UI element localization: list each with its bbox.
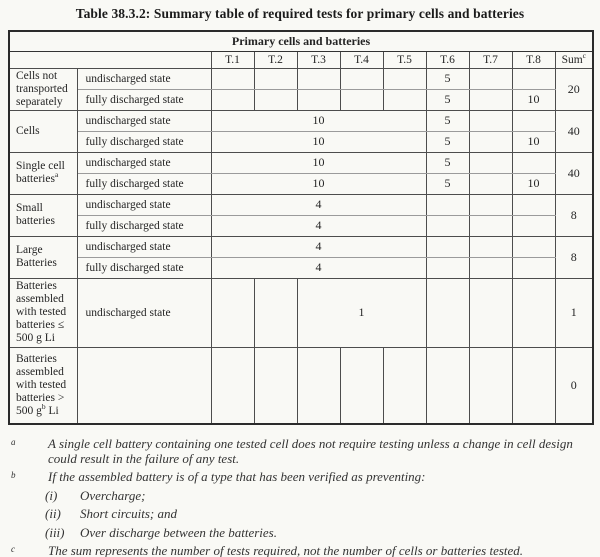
footnote-a-marker: a [11, 437, 16, 447]
value-cell: 5 [426, 89, 469, 110]
row-group-label-text: Batteries assembled with tested batteries > 500 g [16, 352, 67, 417]
state-cell: undischarged state [77, 278, 211, 347]
empty-cell [211, 347, 254, 424]
table-row [9, 173, 593, 194]
state-cell: undischarged state [77, 68, 211, 89]
value-cell: 10 [211, 131, 426, 152]
empty-cell [254, 89, 297, 110]
empty-cell [426, 194, 469, 215]
footnote-b-text: If the assembled battery is of a type that has been verified as preventing: [48, 469, 426, 484]
value-cell: 10 [211, 152, 426, 173]
empty-cell [512, 68, 555, 89]
value-cell: 5 [426, 173, 469, 194]
value-cell: 5 [426, 68, 469, 89]
column-header-t5: T.5 [383, 51, 426, 68]
state-cell: undischarged state [77, 110, 211, 131]
state-cell: fully discharged state [77, 89, 211, 110]
sum-cell: 8 [555, 236, 593, 278]
row-group-label-text: Li [45, 404, 59, 417]
table-row [9, 68, 593, 89]
value-cell: 4 [211, 215, 426, 236]
empty-cell [426, 347, 469, 424]
footnote-c-marker: c [11, 544, 15, 554]
footnote-b-item-i-text: Overcharge; [80, 487, 146, 503]
footnote-b-item-ii-num: (ii) [45, 506, 61, 521]
column-header-t7: T.7 [469, 51, 512, 68]
sum-cell: 40 [555, 110, 593, 152]
empty-cell [297, 89, 340, 110]
row-group-label-text: Single cell batteries [16, 160, 65, 185]
empty-cell [469, 215, 512, 236]
value-cell: 4 [211, 236, 426, 257]
empty-cell [469, 347, 512, 424]
state-cell: undischarged state [77, 236, 211, 257]
value-cell: 5 [426, 110, 469, 131]
table-row [9, 236, 593, 257]
table-row [9, 278, 593, 347]
empty-cell [383, 68, 426, 89]
empty-cell [512, 152, 555, 173]
value-cell: 1 [297, 278, 426, 347]
footnote-c [8, 544, 592, 557]
column-header-sum [555, 51, 593, 68]
empty-cell [469, 278, 512, 347]
column-header-t4: T.4 [340, 51, 383, 68]
footnote-b-item-ii [45, 507, 592, 522]
footnote-b-item-i-num: (i) [45, 487, 58, 503]
footnote-c-text: The sum represents the number of tests required, not the number of cells or batteries tested. [48, 544, 592, 557]
table-row [9, 215, 593, 236]
value-cell: 10 [512, 131, 555, 152]
empty-cell [254, 278, 297, 347]
sum-header-label: Sum [561, 53, 583, 66]
empty-cell [469, 257, 512, 278]
empty-cell [211, 68, 254, 89]
state-cell [77, 347, 211, 424]
empty-cell [340, 89, 383, 110]
table-row [9, 131, 593, 152]
empty-cell [512, 110, 555, 131]
empty-cell [426, 215, 469, 236]
empty-cell [297, 347, 340, 424]
state-cell: fully discharged state [77, 215, 211, 236]
footnote-b-item-iii-text: Over discharge between the batteries. [80, 524, 277, 540]
sum-header-sup: c [582, 51, 586, 60]
row-group-label: Cells [9, 110, 77, 152]
sum-cell: 8 [555, 194, 593, 236]
sum-cell: 40 [555, 152, 593, 194]
row-group-label [9, 347, 77, 424]
empty-cell [297, 68, 340, 89]
value-cell: 5 [426, 131, 469, 152]
value-cell: 5 [426, 152, 469, 173]
footnote-b-item-iii-num: (iii) [45, 524, 65, 540]
empty-cell [426, 278, 469, 347]
empty-cell [512, 236, 555, 257]
empty-cell [254, 347, 297, 424]
empty-cell [469, 131, 512, 152]
footnote-a-text: A single cell battery containing one tested cell does not require testing unless a change in cell design could result in the failure of any test. [48, 436, 573, 466]
span-header: Primary cells and batteries [9, 31, 593, 51]
empty-cell [254, 68, 297, 89]
column-header-t2: T.2 [254, 51, 297, 68]
row-group-label [9, 152, 77, 194]
value-cell: 10 [211, 110, 426, 131]
state-cell: fully discharged state [77, 131, 211, 152]
footnote-b-marker: b [11, 470, 16, 480]
empty-cell [340, 68, 383, 89]
row-group-label-sup: b [41, 401, 46, 411]
empty-cell [469, 89, 512, 110]
empty-cell [469, 236, 512, 257]
summary-table [8, 30, 594, 425]
footnote-b-item-i [45, 489, 592, 504]
column-header-row [9, 51, 593, 68]
column-header-t1: T.1 [211, 51, 254, 68]
header-empty-cell [9, 51, 211, 68]
empty-cell [211, 278, 254, 347]
value-cell: 10 [211, 173, 426, 194]
empty-cell [426, 236, 469, 257]
row-group-label: Cells not transported separately [9, 68, 77, 110]
state-cell: undischarged state [77, 194, 211, 215]
empty-cell [469, 68, 512, 89]
row-group-label: Small batteries [9, 194, 77, 236]
value-cell: 4 [211, 257, 426, 278]
table-row [9, 257, 593, 278]
state-cell: fully discharged state [77, 257, 211, 278]
empty-cell [426, 257, 469, 278]
table-row [9, 152, 593, 173]
empty-cell [469, 110, 512, 131]
footnote-b [8, 470, 592, 485]
sum-cell: 0 [555, 347, 593, 424]
row-group-label: Large Batteries [9, 236, 77, 278]
sum-cell: 20 [555, 68, 593, 110]
empty-cell [512, 347, 555, 424]
table-row [9, 347, 593, 424]
empty-cell [512, 278, 555, 347]
column-header-t6: T.6 [426, 51, 469, 68]
footnote-b-item-ii-text: Short circuits; and [80, 506, 178, 521]
sum-cell: 1 [555, 278, 593, 347]
row-group-label: Batteries assembled with tested batteries ≤ 500 g Li [9, 278, 77, 347]
state-cell: fully discharged state [77, 173, 211, 194]
column-header-t3: T.3 [297, 51, 340, 68]
empty-cell [512, 257, 555, 278]
value-cell: 10 [512, 173, 555, 194]
empty-cell [211, 89, 254, 110]
column-header-t8: T.8 [512, 51, 555, 68]
state-cell: undischarged state [77, 152, 211, 173]
value-cell: 4 [211, 194, 426, 215]
row-group-label-sup: a [54, 170, 59, 180]
table-row [9, 110, 593, 131]
empty-cell [512, 215, 555, 236]
table-header-row [9, 31, 593, 51]
empty-cell [340, 347, 383, 424]
empty-cell [383, 89, 426, 110]
table-row [9, 194, 593, 215]
table-row [9, 89, 593, 110]
footnote-b-item-iii [45, 526, 592, 541]
table-title: Table 38.3.2: Summary table of required tests for primary cells and batteries [75, 6, 525, 21]
empty-cell [469, 194, 512, 215]
footnote-a [8, 437, 592, 466]
empty-cell [469, 173, 512, 194]
empty-cell [512, 194, 555, 215]
empty-cell [383, 347, 426, 424]
value-cell: 10 [512, 89, 555, 110]
footnotes [8, 437, 592, 557]
empty-cell [469, 152, 512, 173]
